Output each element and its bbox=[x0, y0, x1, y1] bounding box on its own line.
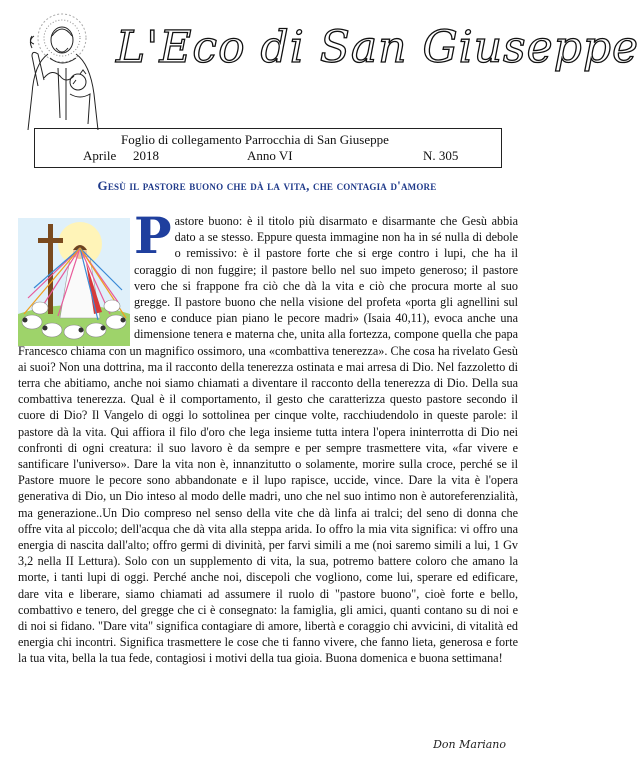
issue-month: Aprile bbox=[83, 148, 117, 163]
article-text: astore buono: è il titolo più disarmato e disarmante che Gesù abbia dato a se stesso. Eppure questa immagine non ha in sé nulla di debole o remissivo: è il pastore forte che si erge contro i lupi, che ha il coraggio di non fuggire; il pastore bello nel suo impeto generoso; il pastore vero che si frappone fra ciò che dà la vita e ciò che procura morte al suo gregge. Il pastore buono che nella visione del profeta «porta gli agnellini sul seno e conduce pian piano le pecore madri» (Isaia 40,11), evoca anche una dimensione tenera e materna che, unita alla fortezza, compone quella che papa Francesco chiama con un magnifico ossimoro, una «combattiva tenerezza». Che cosa ha rivelato Gesù ai suoi? Non una dottrina, ma il racconto della tenerezza ostinata e mai arresa di Dio. Nel fazzoletto di terra che abitiamo, anche noi siamo chiamati a diventare il racconto della tenerezza di Dio. Della sua combattiva tenerezza. Qual è il comportamento, il gesto che caratterizza questo pastore secondo il cuore di Dio? Il Vangelo di oggi lo sottolinea per cinque volte, racchiudendolo in queste parole: il pastore dà la vita. Qui affiora il filo d'oro che lega insieme tutta intera l'opera ininterrotta di Dio nei confronti di ogni creatura: il suo lavoro è da sempre e per sempre trasmettere vita, «far vivere e santificare l'universo». Dare la vita non è, innanzitutto o solamente, morire sulla croce, perché se il Pastore muore le pecore sono abbandonate e il lupo rapisce, uccide, vince. Dare la vita è l'opera generativa di Dio, un Dio inteso al modo delle madri, uno che nel suo intimo non è autoreferenzialità, ma generazione..Un Dio compreso nel senso della vite che dà linfa ai tralci; del seno di donna che offre vita al piccolo; dell'acqua che dà vita alla steppa arida. Io offro la mia vita significa: vi offro una energia di nascita dall'alto; offro germi di divinità, per farvi simili a me (noi saremo simili a lui, 1 Gv 3,2 nella II Lettura). Solo con un supplemento di vita, la sua, potremo battere coloro che amano la morte, i tanti lupi di oggi. Perché anche noi, discepoli che vogliono, come lui, sperare ed edificare, dare vita e liberare, siamo chiamati ad assumere il ruolo di "pastore buono", cioè forte e bello, combattivo e tenero, del gregge che ci è consegnato: la famiglia, gli amici, quanti contano su di noi e di noi si fidano. "Dare vita" significa contagiare di amore, libertà e coraggio chi avvicini, di vitalità ed energia chi incontri. Significa trasmettere le cose che ti fanno vivere, che fanno lieta, generosa e forte la tua vita, bella la tua fede, contagiosi i motivi della tua gioia. Buona domenica e buona settimana! bbox=[18, 214, 518, 666]
parish-subtitle: Foglio di collegamento Parrocchia di San Giuseppe bbox=[121, 132, 389, 147]
issue-volume: Anno VI bbox=[247, 148, 293, 163]
issue-number: N. 305 bbox=[423, 148, 459, 163]
saint-joseph-logo-icon bbox=[18, 8, 110, 136]
article-dropcap: P bbox=[134, 206, 172, 265]
author-signature: Don Mariano bbox=[433, 738, 506, 751]
masthead-title: L'Eco di San Giuseppe bbox=[116, 22, 639, 73]
issue-year: 2018 bbox=[133, 148, 159, 163]
issue-info-box bbox=[34, 128, 502, 168]
article-body bbox=[18, 206, 518, 667]
article-headline: Gesù il pastore buono che dà la vita, che contagia d'amore bbox=[97, 178, 437, 193]
